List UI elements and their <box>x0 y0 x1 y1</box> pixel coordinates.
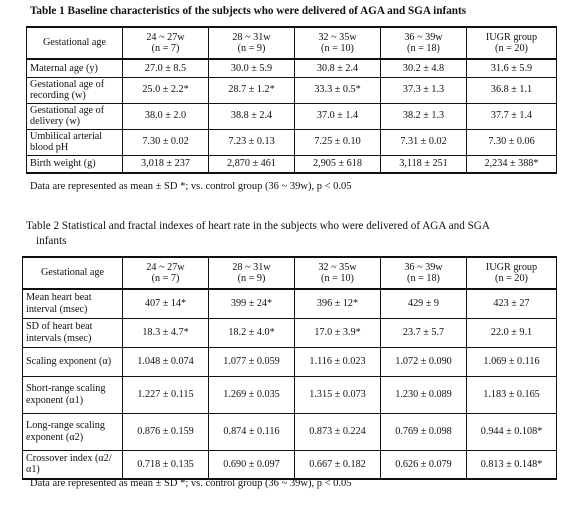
col-n: (n = 10) <box>321 43 354 54</box>
cell-value: 30.2 ± 4.8 <box>381 59 467 77</box>
col-range: 32 ~ 35w <box>318 31 357 43</box>
table2-caption-line2: infants <box>36 235 67 247</box>
cell-value: 0.874 ± 0.116 <box>209 413 295 450</box>
cell-value: 37.3 ± 1.3 <box>381 77 467 103</box>
cell-value: 30.8 ± 2.4 <box>295 59 381 77</box>
table2 <box>22 256 557 480</box>
col-n: (n = 18) <box>407 43 440 54</box>
cell-value: 36.8 ± 1.1 <box>467 77 557 103</box>
col-range: 28 ~ 31w <box>232 31 271 43</box>
col-range: 24 ~ 27w <box>146 31 185 43</box>
cell-value: 7.31 ± 0.02 <box>381 129 467 155</box>
col-range: 24 ~ 27w <box>146 261 185 273</box>
cell-value: 0.876 ± 0.159 <box>123 413 209 450</box>
cell-value: 23.7 ± 5.7 <box>381 318 467 347</box>
cell-value: 0.718 ± 0.135 <box>123 450 209 479</box>
cell-value: 7.30 ± 0.02 <box>123 129 209 155</box>
cell-value: 28.7 ± 1.2* <box>209 77 295 103</box>
row-label: Scaling exponent (α) <box>23 347 123 376</box>
table-row <box>23 318 557 347</box>
table1-col-header <box>123 27 209 59</box>
cell-value: 0.690 ± 0.097 <box>209 450 295 479</box>
table2-footnote: Data are represented as mean ± SD *; vs. control group (36 ~ 39w), p < 0.05 <box>30 478 352 489</box>
cell-value: 399 ± 24* <box>209 289 295 318</box>
cell-value: 429 ± 9 <box>381 289 467 318</box>
cell-value: 1.072 ± 0.090 <box>381 347 467 376</box>
cell-value: 0.769 ± 0.098 <box>381 413 467 450</box>
cell-value: 7.25 ± 0.10 <box>295 129 381 155</box>
table-row <box>27 129 557 155</box>
cell-value: 3,118 ± 251 <box>381 155 467 173</box>
table1-col-header <box>467 27 557 59</box>
cell-value: 25.0 ± 2.2* <box>123 77 209 103</box>
row-label: Birth weight (g) <box>27 155 123 173</box>
col-n: (n = 10) <box>321 273 354 284</box>
table2-col-header <box>467 257 557 289</box>
row-label: Umbilical arterial blood pH <box>27 129 123 155</box>
table1-col-header <box>381 27 467 59</box>
cell-value: 2,234 ± 388* <box>467 155 557 173</box>
table1-header-row <box>27 27 557 59</box>
cell-value: 38.0 ± 2.0 <box>123 103 209 129</box>
cell-value: 33.3 ± 0.5* <box>295 77 381 103</box>
table2-col-header <box>381 257 467 289</box>
table2-col-header <box>123 257 209 289</box>
cell-value: 0.813 ± 0.148* <box>467 450 557 479</box>
col-range: IUGR group <box>485 261 538 273</box>
row-label: Long-range scaling exponent (α2) <box>23 413 123 450</box>
table1-col-header <box>209 27 295 59</box>
cell-value: 0.944 ± 0.108* <box>467 413 557 450</box>
col-n: (n = 7) <box>151 43 180 54</box>
cell-value: 396 ± 12* <box>295 289 381 318</box>
table1-corner-header: Gestational age <box>27 27 123 59</box>
col-range: 32 ~ 35w <box>318 261 357 273</box>
cell-value: 1.116 ± 0.023 <box>295 347 381 376</box>
table-row <box>27 59 557 77</box>
table-row <box>23 376 557 413</box>
row-label: Crossover index (α2/α1) <box>23 450 123 479</box>
table2-col-header <box>209 257 295 289</box>
col-n: (n = 9) <box>237 273 266 284</box>
table2-col-header <box>295 257 381 289</box>
col-n: (n = 20) <box>495 43 528 54</box>
cell-value: 37.0 ± 1.4 <box>295 103 381 129</box>
cell-value: 3,018 ± 237 <box>123 155 209 173</box>
col-range: 36 ~ 39w <box>404 31 443 43</box>
table-row <box>23 289 557 318</box>
cell-value: 22.0 ± 9.1 <box>467 318 557 347</box>
cell-value: 0.667 ± 0.182 <box>295 450 381 479</box>
table1-col-header <box>295 27 381 59</box>
cell-value: 2,905 ± 618 <box>295 155 381 173</box>
cell-value: 7.30 ± 0.06 <box>467 129 557 155</box>
cell-value: 407 ± 14* <box>123 289 209 318</box>
table-row <box>27 103 557 129</box>
col-range: 28 ~ 31w <box>232 261 271 273</box>
cell-value: 0.626 ± 0.079 <box>381 450 467 479</box>
row-label: Gestational age of recording (w) <box>27 77 123 103</box>
table1-footnote: Data are represented as mean ± SD *; vs. control group (36 ~ 39w), p < 0.05 <box>30 181 352 192</box>
cell-value: 1.315 ± 0.073 <box>295 376 381 413</box>
cell-value: 31.6 ± 5.9 <box>467 59 557 77</box>
cell-value: 18.2 ± 4.0* <box>209 318 295 347</box>
col-n: (n = 18) <box>407 273 440 284</box>
table-row <box>23 413 557 450</box>
row-label: Mean heart beat interval (msec) <box>23 289 123 318</box>
cell-value: 17.0 ± 3.9* <box>295 318 381 347</box>
cell-value: 27.0 ± 8.5 <box>123 59 209 77</box>
table2-corner-header: Gestational age <box>23 257 123 289</box>
cell-value: 1.227 ± 0.115 <box>123 376 209 413</box>
table-row <box>27 77 557 103</box>
col-n: (n = 9) <box>237 43 266 54</box>
col-n: (n = 20) <box>495 273 528 284</box>
cell-value: 1.230 ± 0.089 <box>381 376 467 413</box>
cell-value: 30.0 ± 5.9 <box>209 59 295 77</box>
cell-value: 2,870 ± 461 <box>209 155 295 173</box>
table2-header-row <box>23 257 557 289</box>
table1-caption: Table 1 Baseline characteristics of the subjects who were delivered of AGA and SGA infants <box>30 5 467 17</box>
col-n: (n = 7) <box>151 273 180 284</box>
cell-value: 0.873 ± 0.224 <box>295 413 381 450</box>
cell-value: 1.183 ± 0.165 <box>467 376 557 413</box>
cell-value: 38.2 ± 1.3 <box>381 103 467 129</box>
table-row <box>23 450 557 479</box>
cell-value: 1.077 ± 0.059 <box>209 347 295 376</box>
cell-value: 1.269 ± 0.035 <box>209 376 295 413</box>
col-range: 36 ~ 39w <box>404 261 443 273</box>
cell-value: 1.048 ± 0.074 <box>123 347 209 376</box>
table2-caption-line1: Table 2 Statistical and fractal indexes of heart rate in the subjects who were delivered of AGA and SGA <box>26 220 490 232</box>
cell-value: 423 ± 27 <box>467 289 557 318</box>
row-label: SD of heart beat intervals (msec) <box>23 318 123 347</box>
cell-value: 7.23 ± 0.13 <box>209 129 295 155</box>
col-range: IUGR group <box>485 31 538 43</box>
table-row <box>23 347 557 376</box>
cell-value: 1.069 ± 0.116 <box>467 347 557 376</box>
cell-value: 18.3 ± 4.7* <box>123 318 209 347</box>
table1 <box>26 26 557 174</box>
table-row <box>27 155 557 173</box>
row-label: Gestational age of delivery (w) <box>27 103 123 129</box>
row-label: Maternal age (y) <box>27 59 123 77</box>
row-label: Short-range scaling exponent (α1) <box>23 376 123 413</box>
cell-value: 38.8 ± 2.4 <box>209 103 295 129</box>
cell-value: 37.7 ± 1.4 <box>467 103 557 129</box>
